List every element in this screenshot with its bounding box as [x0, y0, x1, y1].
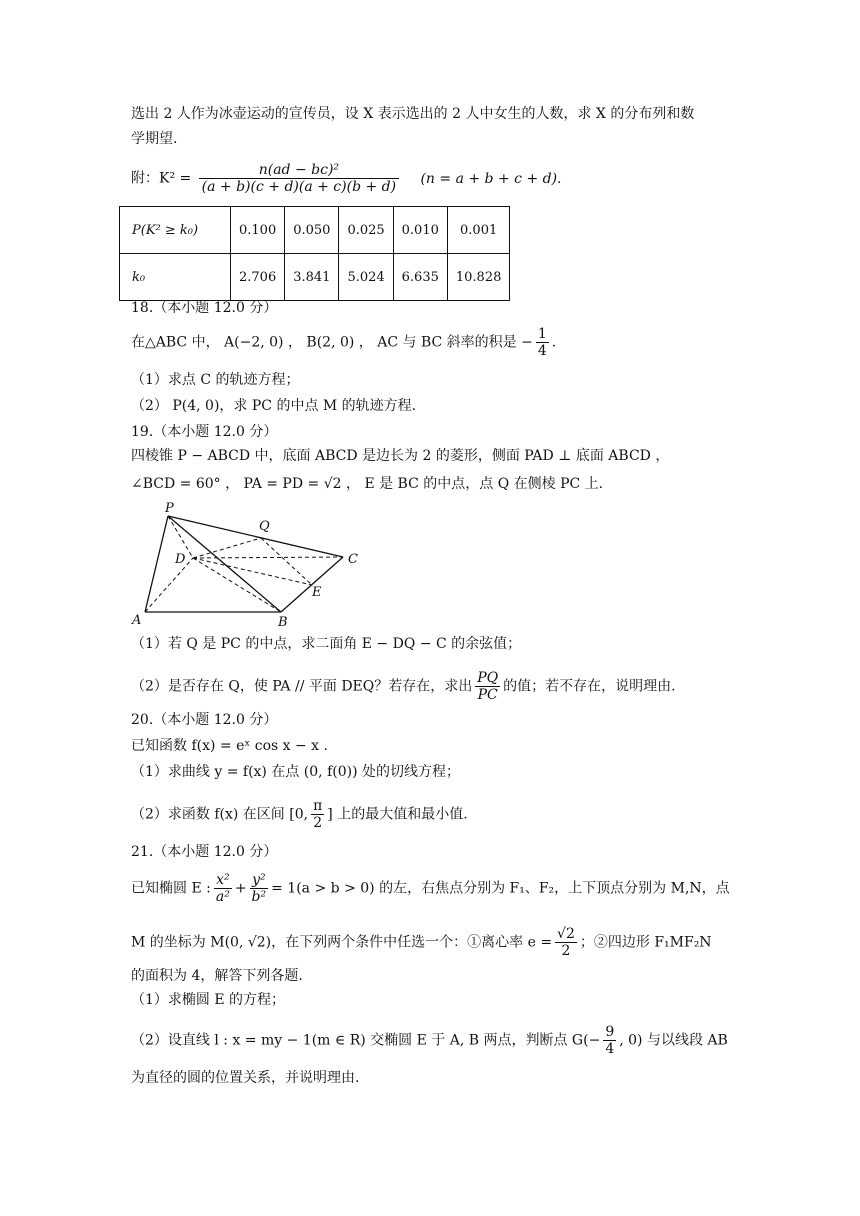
label-Q: Q [259, 519, 270, 534]
intro-line-2: 学期望. [131, 131, 178, 147]
q21-y-fraction [250, 872, 269, 905]
q18-frac-den: 4 [537, 343, 547, 359]
table-cell: k₀ [120, 254, 231, 301]
q18-stem-text: 在△ABC 中， A(−2, 0) ， B(2, 0) ， AC 与 BC 斜率的积是 − [131, 334, 533, 351]
table-cell: 10.828 [447, 254, 510, 301]
table-cell: 2.706 [231, 254, 285, 301]
table-row [120, 207, 510, 254]
q21-stem-2-text: M 的坐标为 M(0, √2)，在下列两个条件中任选一个：①离心率 e = [131, 934, 553, 951]
q18-stem [131, 326, 556, 359]
edge-AD [145, 558, 193, 612]
q18-stem-end: . [551, 334, 557, 351]
q20-frac-num: π [313, 798, 323, 814]
label-D: D [175, 552, 186, 567]
q19-frac-den: PC [477, 687, 498, 703]
q20-part-2 [131, 798, 468, 831]
q19-stem-2: ∠BCD = 60° ， PA = PD = √2 ， E 是 BC 的中点，点 Q 在侧棱 PC 上. [131, 476, 604, 492]
q21-b2: b² [251, 889, 267, 905]
q21-title: 21.（本小题 12.0 分） [131, 844, 278, 860]
q20-part-2-text: （2）求函数 f(x) 在区间 [0, [131, 806, 309, 823]
formula-numerator: n(ad − bc)² [199, 162, 399, 179]
formula-suffix: (n = a + b + c + d). [420, 170, 562, 187]
k2-formula [131, 162, 562, 195]
q21-stem-1: 已知椭圆 E : $\frac{\text{x²}}{\text{a²}}$ + $\frac{\text{y²}}{\text{b²}}$ = 1(a > b > 0) 的左，右焦点分别为 F₁、F₂，上下顶点分别为 M,N，点 [131, 872, 730, 905]
table-cell: 0.050 [285, 207, 339, 254]
label-P: P [165, 501, 174, 516]
q21-a2: a² [215, 889, 230, 905]
q21-part-2 [131, 1024, 728, 1057]
q21-e-num: √2 [557, 926, 575, 942]
table-cell: 5.024 [339, 254, 393, 301]
q21-part-2-text: （2）设直线 l : x = my − 1(m ∈ R) 交椭圆 E 于 A, B 两点，判断点 G(− [131, 1032, 601, 1049]
q19-stem-1: 四棱锥 P − ABCD 中，底面 ABCD 是边长为 2 的菱形，侧面 PAD ⊥ 底面 ABCD ， [131, 448, 670, 464]
q21-x-fraction [214, 872, 232, 905]
q20-part-1: （1）求曲线 y = f(x) 在点 (0, f(0)) 处的切线方程； [131, 764, 460, 780]
table-row [120, 254, 510, 301]
label-B: B [278, 615, 288, 628]
label-A: A [132, 613, 142, 628]
formula-denominator: (a + b)(c + d)(a + c)(b + d) [201, 179, 397, 195]
q18-title: 18.（本小题 12.0 分） [131, 300, 278, 316]
formula-fraction [199, 162, 399, 195]
q19-fraction [475, 670, 500, 703]
q18-frac-num: 1 [537, 326, 547, 342]
q21-stem-2-end: ；②四边形 F₁MF₂N [579, 934, 712, 951]
label-C: C [348, 552, 358, 567]
intro-line-1: 选出 2 人作为冰壶运动的宣传员，设 X 表示选出的 2 人中女生的人数，求 X 的分布列和数 [131, 106, 695, 122]
q21-e-den: 2 [561, 943, 571, 959]
q19-part-2 [131, 670, 676, 703]
segment-DE [193, 558, 312, 585]
q18-fraction [536, 326, 549, 359]
table-cell: 0.100 [231, 207, 285, 254]
q21-stem-2 [131, 926, 712, 959]
table-cell: 6.635 [393, 254, 447, 301]
q18-part-2: （2） P(4, 0)，求 PC 的中点 M 的轨迹方程. [131, 398, 417, 414]
edge-PC [168, 516, 343, 557]
q21-g-num: 9 [605, 1024, 615, 1040]
table-cell: 0.010 [393, 207, 447, 254]
q21-part-2-cont: 为直径的圆的位置关系，并说明理由. [131, 1070, 360, 1086]
formula-prefix: 附：K² = [131, 170, 192, 187]
q21-y2: y² [250, 872, 269, 889]
q21-stem-1-end: = 1(a > b > 0) 的左，右焦点分别为 F₁、F₂，上下顶点分别为 M,N，点 [271, 880, 730, 897]
label-E: E [312, 585, 322, 600]
q20-fraction [311, 798, 324, 831]
q19-part-1: （1）若 Q 是 PC 的中点，求二面角 E − DQ − C 的余弦值； [131, 636, 522, 652]
q21-part-2-end: , 0) 与以线段 AB [619, 1032, 728, 1049]
table-cell: 0.025 [339, 207, 393, 254]
q21-stem-3: 的面积为 4，解答下列各题. [131, 968, 303, 984]
segment-DB [193, 558, 281, 612]
q21-e-fraction [555, 926, 577, 959]
segment-QE [261, 538, 312, 585]
q20-part-2-end: ] 上的最大值和最小值. [327, 806, 468, 823]
pyramid-figure [128, 500, 368, 628]
q21-g-fraction [603, 1024, 616, 1057]
q19-part-2-end: 的值；若不存在，说明理由. [503, 678, 676, 695]
critical-value-table [119, 206, 510, 301]
segment-DQ [193, 538, 261, 558]
q19-part-2-text: （2）是否存在 Q，使 PA // 平面 DEQ？若存在，求出 [131, 678, 473, 695]
q20-frac-den: 2 [313, 815, 323, 831]
q19-title: 19.（本小题 12.0 分） [131, 424, 278, 440]
table-cell: 3.841 [285, 254, 339, 301]
table-cell: 0.001 [447, 207, 510, 254]
q20-title: 20.（本小题 12.0 分） [131, 712, 278, 728]
q19-frac-num: PQ [477, 670, 499, 686]
table-cell: P(K² ≥ k₀) [120, 207, 231, 254]
q18-part-1: （1）求点 C 的轨迹方程； [131, 372, 300, 388]
q21-part-1: （1）求椭圆 E 的方程； [131, 992, 286, 1008]
q21-x2: x² [214, 872, 232, 889]
q21-g-den: 4 [605, 1041, 615, 1057]
edge-PA [145, 516, 168, 612]
q20-stem: 已知函数 f(x) = eˣ cos x − x . [131, 738, 328, 754]
q21-stem-1-text: 已知椭圆 E : [131, 880, 211, 897]
